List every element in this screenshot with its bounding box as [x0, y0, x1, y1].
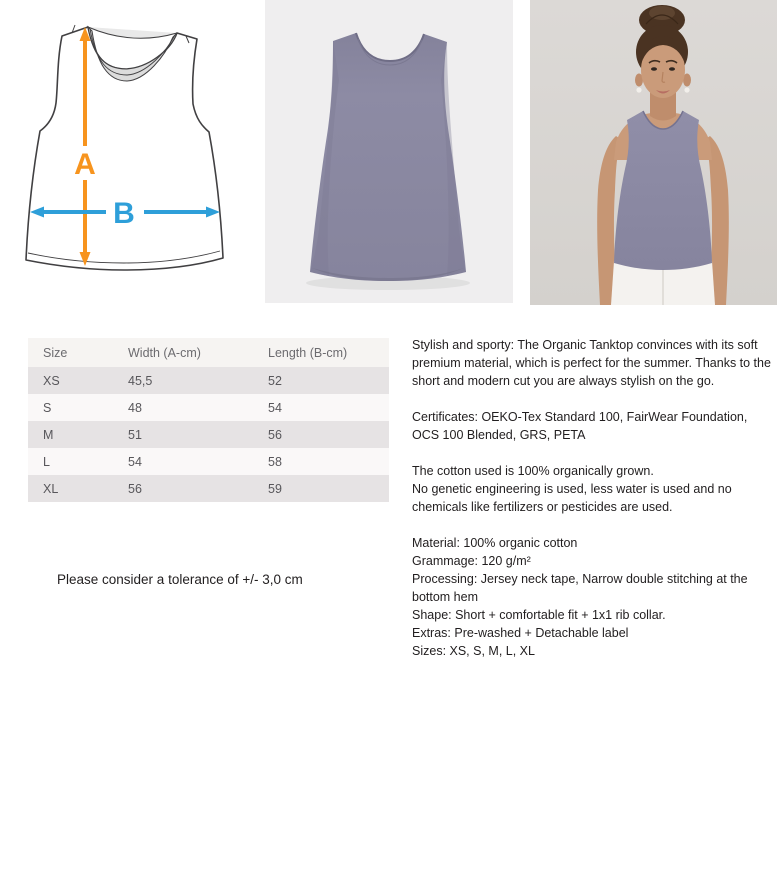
spec-shape: Shape: Short + comfortable fit + 1x1 rib collar.: [412, 608, 666, 622]
spec-extras: Extras: Pre-washed + Detachable label: [412, 626, 629, 640]
size-cell: XL: [28, 475, 128, 502]
length-cell: 59: [268, 475, 389, 502]
size-table-header-row: [28, 338, 389, 367]
width-cell: 45,5: [128, 367, 268, 394]
size-cell: S: [28, 394, 128, 421]
measure-label-a: A: [74, 148, 96, 181]
length-cell: 52: [268, 367, 389, 394]
length-cell: 54: [268, 394, 389, 421]
size-cell: XS: [28, 367, 128, 394]
earring-icon: [684, 87, 689, 92]
product-photo-panel: [265, 0, 513, 303]
size-table: [28, 338, 389, 502]
earring-icon: [636, 87, 641, 92]
width-cell: 56: [128, 475, 268, 502]
column-header-size: Size: [28, 338, 128, 367]
width-cell: 54: [128, 448, 268, 475]
width-cell: 48: [128, 394, 268, 421]
spec-grammage: Grammage: 120 g/m²: [412, 554, 531, 568]
size-cell: L: [28, 448, 128, 475]
table-row-m: [28, 421, 389, 448]
tanktop-product-image: [265, 0, 513, 303]
measure-label-b: B: [113, 197, 135, 230]
description-cotton: [412, 462, 772, 516]
spec-processing: Processing: Jersey neck tape, Narrow double stitching at the bottom hem: [412, 572, 748, 604]
column-header-length: Length (B-cm): [268, 338, 389, 367]
table-row-xl: [28, 475, 389, 502]
model-photo-image: [530, 0, 777, 305]
width-cell: 51: [128, 421, 268, 448]
cotton-line: The cotton used is 100% organically grown.: [412, 464, 654, 478]
tanktop-line-drawing-icon: [0, 0, 250, 305]
column-header-width: Width (A-cm): [128, 338, 268, 367]
spec-sizes: Sizes: XS, S, M, L, XL: [412, 644, 535, 658]
table-row-xs: [28, 367, 389, 394]
description-certificates: Certificates: OEKO-Tex Standard 100, FairWear Foundation, OCS 100 Blended, GRS, PETA: [412, 410, 748, 442]
cotton-line: No genetic engineering is used, less water is used and no chemicals like fertilizers or pesticides are used.: [412, 482, 732, 514]
description-specs: [412, 534, 772, 660]
description-intro: Stylish and sporty: The Organic Tanktop convinces with its soft premium material, which is perfect for the summer. Thanks to the short and modern cut you are always stylish on the go.: [412, 338, 771, 388]
product-description: [412, 336, 772, 678]
size-diagram-panel: [0, 0, 250, 305]
model-photo-panel: [530, 0, 777, 305]
size-cell: M: [28, 421, 128, 448]
table-row-l: [28, 448, 389, 475]
tolerance-note: Please consider a tolerance of +/- 3,0 cm: [57, 572, 303, 587]
spec-material: Material: 100% organic cotton: [412, 536, 578, 550]
length-cell: 56: [268, 421, 389, 448]
table-row-s: [28, 394, 389, 421]
length-cell: 58: [268, 448, 389, 475]
